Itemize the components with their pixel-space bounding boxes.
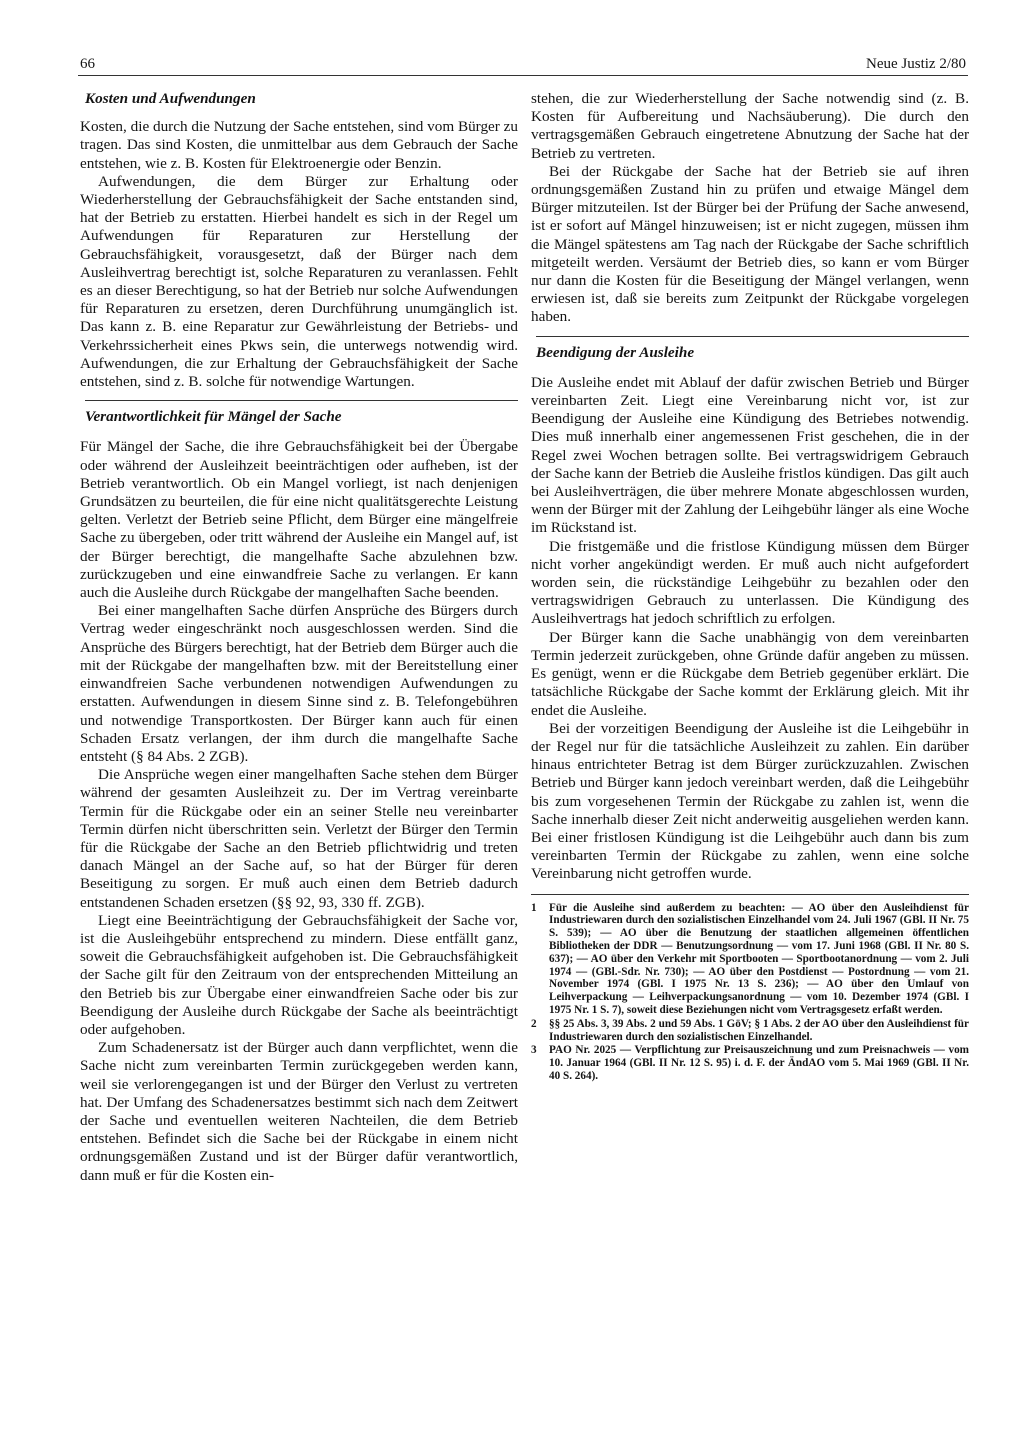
paragraph: Der Bürger kann die Sache unabhängig von dem vereinbarten Termin jederzeit zurückgeben, ohne Gründe dafür angeben zu müssen. Es genügt, wenn er die Rückgabe dem Betrieb gegenüber erklärt. Die tatsächliche Rückgabe der Sache kommt der Erklärung gleich. Mit ihr endet die Ausleihe. (531, 628, 969, 719)
paragraph: Aufwendungen, die dem Bürger zur Erhaltung oder Wiederherstellung der Gebrauchsfähigkeit der Sache entstanden sind, hat der Betrieb zu erstatten. Hierbei handelt es sich in der Regel um Aufwendungen für Reparaturen zur Herstellung der Gebrauchsfähigkeit, vorausgesetzt, daß der Bürger nach dem Ausleihvertrag berechtigt ist, solche Reparaturen zu veranlassen. Fehlt es an dieser Berechtigung, so hat der Betrieb nur solche Aufwendungen für Reparaturen zu ersetzen, deren Durchführung unumgänglich ist. Das kann z. B. eine Reparatur zur Gewährleistung der Betriebs- und Verkehrssicherheit eines Pkws sein, die unterwegs notwendig wird. Aufwendungen, die zur Erhaltung der Gebrauchsfähigkeit der Sache entstehen, sind z. B. solche für notwendige Wartungen. (80, 172, 518, 391)
paragraph: Kosten, die durch die Nutzung der Sache entstehen, sind vom Bürger zu tragen. Das sind Kosten, die unmittelbar aus dem Gebrauch der Sache entstehen, wie z. B. Kosten für Elektroenergie oder Benzin. (80, 118, 518, 172)
section-heading-beendigung: Beendigung der Ausleihe (536, 336, 969, 362)
footnote-text: Für die Ausleihe sind außerdem zu beachten: — AO über den Ausleihdienst für Industriewaren durch den sozialistischen Einzelhandel vom 24. Juli 1967 (GBl. II Nr. 75 S. 539); — AO über die Benutzung der staatlichen allgemeinen öffentlichen Bibliotheken der DDR — Benutzungsordnung — vom 17. Juni 1968 (GBl. II Nr. 80 S. 637); — AO über den Verkehr mit Sportbooten — Sportbootanordnung — vom 2. Juli 1974 — (GBl.-Sdr. Nr. 730); — AO über den Postdienst — Postordnung — vom 21. November 1974 (GBl. I 1975 Nr. 13 S. 236); — AO über den Umlauf von Leihverpackung — Leihverpackungsanordnung — vom 10. Dezember 1974 (GBl. I 1975 Nr. 1 S. 7), soweit diese Beziehungen nicht vom Vertragsgesetz erfaßt werden. (549, 901, 969, 1016)
page-number: 66 (80, 56, 95, 72)
footnote (531, 1018, 969, 1044)
journal-issue: Neue Justiz 2/80 (866, 56, 966, 72)
footnote-number: 2 (531, 1017, 537, 1030)
paragraph: Bei der Rückgabe der Sache hat der Betrieb sie auf ihren ordnungsgemäßen Zustand hin zu prüfen und etwaige Mängel dem Bürger mitzuteilen. Ist der Bürger bei der Prüfung der Sache anwesend, ist er sofort auf Mängel hinzuweisen; ist er nicht zugegen, müssen ihm die Mängel spätestens am Tag nach der Rückgabe der Sache schriftlich mitgeteilt werden. Versäumt der Betrieb dies, so kann er vom Bürger nur dann die Kosten für die Beseitigung der Mängel verlangen, wenn erwiesen ist, daß sie bereits zum Zeitpunkt der Rückgabe vorgelegen haben. (531, 162, 969, 326)
header-rule (78, 75, 968, 76)
paragraph: Bei der vorzeitigen Beendigung der Ausleihe ist die Leihgebühr in der Regel nur für die tatsächliche Ausleihzeit zu zahlen. Ein darüber hinaus entrichteter Betrag ist dem Bürger zurückzuzahlen. Zwischen Betrieb und Bürger kann jedoch vereinbart werden, daß die Leihgebühr bis zum vorgesehenen Termin der Rückgabe zu zahlen ist, wenn die Sache innerhalb dieser Zeit nicht anderweitig ausgeliehen werden kann. Bei einer fristlosen Kündigung ist die Leihgebühr auch dann bis zum vereinbarten Termin der Rückgabe zu zahlen, wenn eine solche Vereinbarung nicht getroffen wurde. (531, 719, 969, 883)
paragraph: Die fristgemäße und die fristlose Kündigung müssen dem Bürger nicht vorher angekündigt werden. Er muß auch nicht aufgefordert worden sein, die rückständige Leihgebühr zu bezahlen oder den vertragswidrigen Gebrauch zu unterlassen. Die Kündigung des Ausleihvertrags hat jedoch schriftlich zu erfolgen. (531, 537, 969, 628)
section-heading-verantwortlichkeit: Verantwortlichkeit für Mängel der Sache (85, 400, 518, 426)
footnote-number: 1 (531, 901, 537, 914)
paragraph: Liegt eine Beeinträchtigung der Gebrauchsfähigkeit der Sache vor, ist die Ausleihgebühr entsprechend zu mindern. Diese entfällt ganz, soweit die Gebrauchsfähigkeit aufgehoben ist. Die Gebrauchsfähigkeit der Sache gilt für den Zeitraum von der entsprechenden Mitteilung an den Betrieb bis zur Übergabe einer einwandfreien Sache oder bis zur Beendigung der Ausleihe durch Rückgabe der Sache als beeinträchtigt oder aufgehoben. (80, 911, 518, 1038)
paragraph: Die Ansprüche wegen einer mangelhaften Sache stehen dem Bürger während der gesamten Ausleihzeit zu. Der im Vertrag vereinbarte Termin für die Rückgabe oder ein an seiner Stelle neu vereinbarter Termin dürfen nicht überschritten sein. Verletzt der Bürger den Termin für die Rückgabe der Sache an den Betrieb pflichtwidrig und treten danach Mängel an der Sache auf, so hat der Bürger für deren Beseitigung zu sorgen. Er muß auch einen dem Betrieb dadurch entstandenen Schaden ersetzen (§§ 92, 93, 330 ff. ZGB). (80, 766, 518, 911)
paragraph: stehen, die zur Wiederherstellung der Sache notwendig sind (z. B. Kosten für Aufbereitung und Nachsäuberung). Die durch den vertragsgemäßen Gebrauch eingetretene Abnutzung der Sache hat der Betrieb zu vertreten. (531, 90, 969, 162)
paragraph: Die Ausleihe endet mit Ablauf der dafür zwischen Betrieb und Bürger vereinbarten Zeit. Liegt eine Vereinbarung nicht vor, ist zur Beendigung der Ausleihe eine Kündigung des Betriebes notwendig. Dies muß innerhalb einer angemessenen Frist geschehen, die in der Regel zwei Wochen betragen sollte. Bei vertragswidrigem Gebrauch der Sache kann der Betrieb die Ausleihe fristlos kündigen. Das gilt auch bei Ausleihverträgen, die über mehrere Monate abgeschlossen wurden, wenn der Bürger mit der Zahlung der Leihgebühr länger als eine Woche im Rückstand ist. (531, 373, 969, 537)
footnote-number: 3 (531, 1044, 537, 1057)
paragraph: Zum Schadenersatz ist der Bürger auch dann verpflichtet, wenn die Sache nicht zum vereinbarten Termin zurückgegeben werden kann, weil sie verlorengegangen ist und der Bürger den Verlust zu vertreten hat. Der Umfang des Schadenersatzes bestimmt sich nach dem Zeitwert der Sache und eventuellen weiteren Nachteilen, die dem Betrieb entstehen. Befindet sich die Sache bei der Rückgabe in einem nicht ordnungsgemäßen Zustand und ist der Bürger dafür verantwortlich, dann muß er für die Kosten ein- (80, 1039, 518, 1184)
footnote-text: PAO Nr. 2025 — Verpflichtung zur Preisauszeichnung und zum Preisnachweis — vom 10. Januar 1964 (GBl. II Nr. 12 S. 95) i. d. F. der ÄndAO vom 5. Mai 1969 (GBl. II Nr. 40 S. 264). (549, 1044, 969, 1082)
paragraph: Für Mängel der Sache, die ihre Gebrauchsfähigkeit bei der Übergabe oder während der Ausleihzeit beeinträchtigen oder aufheben, ist der Betrieb verantwortlich. Ob ein Mangel vorliegt, ist nach denjenigen Grundsätzen zu beurteilen, die für eine nicht qualitätsgerechte Leistung gelten. Verletzt der Betrieb seine Pflicht, dem Bürger eine mängelfreie Sache zu übergeben, oder tritt während der Ausleihe ein Mangel auf, ist der Bürger berechtigt, die mangelhafte Sache abzulehnen bzw. zurückzugeben und eine einwandfreie Sache zu verlangen. Er kann auch die Ausleihe durch Rückgabe der mangelhaften Sache beenden. (80, 438, 518, 602)
footnote-text: §§ 25 Abs. 3, 39 Abs. 2 und 59 Abs. 1 GöV; § 1 Abs. 2 der AO über den Ausleihdienst für Industriewaren durch den sozialistischen Einzelhandel. (549, 1017, 969, 1043)
right-column (531, 90, 969, 1084)
footnote (531, 1044, 969, 1082)
paragraph: Bei einer mangelhaften Sache dürfen Ansprüche des Bürgers durch Vertrag weder eingeschränkt noch ausgeschlossen werden. Sind die Ansprüche des Bürgers berechtigt, hat der Betrieb dem Bürger auch die mit der Rückgabe der mangelhaften bzw. mit der Bereitstellung einer einwandfreien Sache verbundenen notwendigen Aufwendungen zu erstatten. Aufwendungen in diesem Sinne sind z. B. Telefongebühren und notwendige Transportkosten. Der Bürger kann auch für einen Schaden Ersatz verlangen, der ihm durch die mangelhafte Sache entsteht (§ 84 Abs. 2 ZGB). (80, 602, 518, 765)
section-heading-kosten: Kosten und Aufwendungen (85, 90, 256, 107)
left-column (80, 90, 518, 1185)
footnote (531, 902, 969, 1017)
